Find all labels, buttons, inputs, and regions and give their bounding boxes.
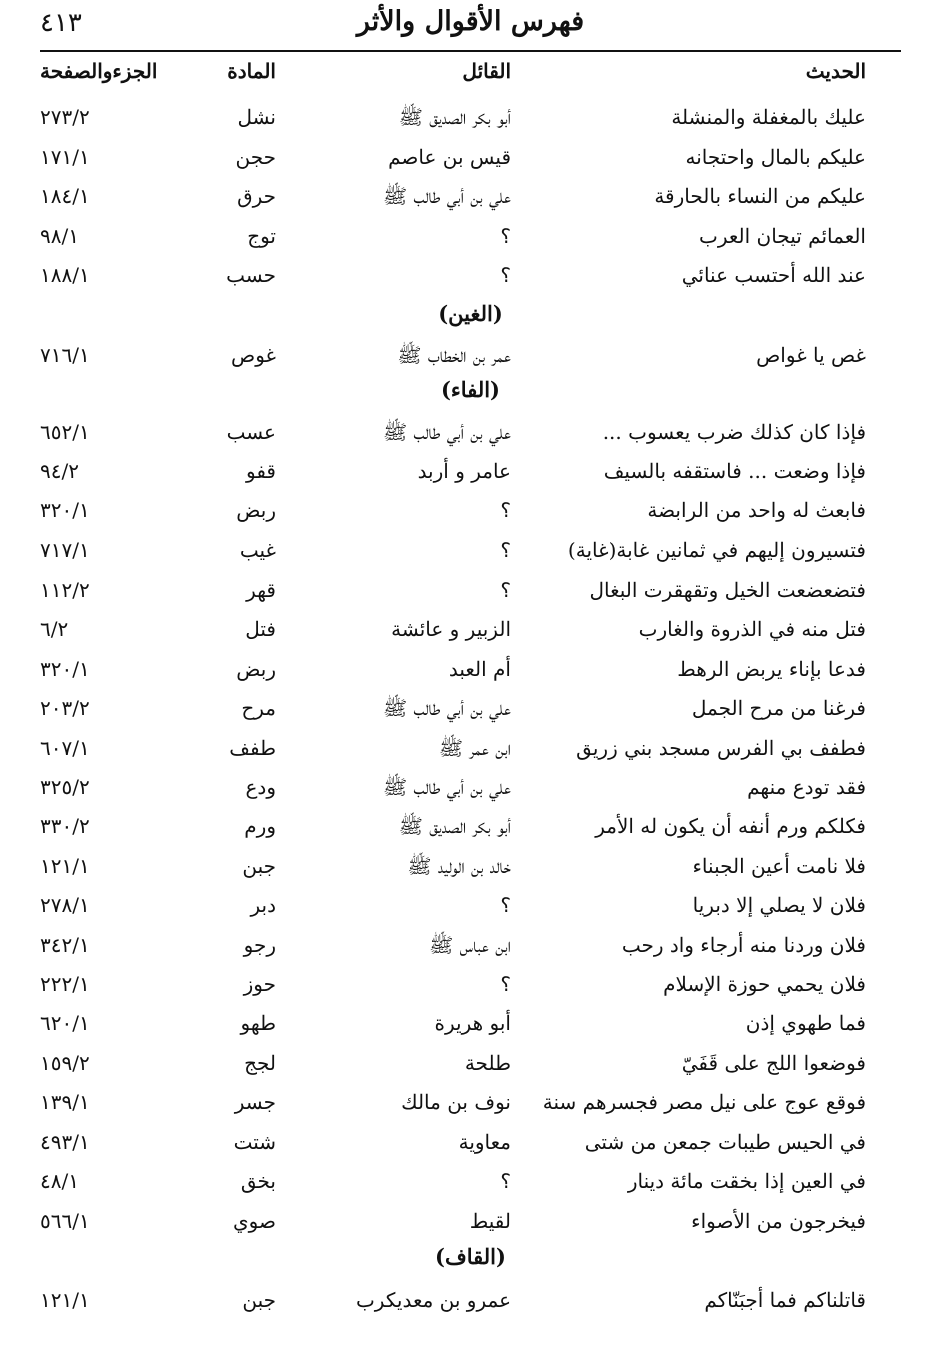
root-word: بخق [240,1169,276,1193]
speaker: علي بن أبي طالب ﷺ [382,420,511,444]
volume-page: ٥٦٦/١ [40,1209,90,1233]
root-word: حجن [235,145,276,169]
volume-page: ١٥٩/٢ [40,1051,90,1075]
table-row [0,1163,941,1199]
table-row [0,1045,941,1081]
hadith-text: فكلكم ورم أنفه أن يكون له الأمر [595,814,866,838]
speaker: ؟ [500,498,511,522]
volume-page: ٣٤٢/١ [40,933,90,957]
volume-page: ٦٠٧/١ [40,736,90,760]
speaker: عمر بن الخطاب ﷺ [397,343,511,367]
table-row [0,1203,941,1239]
root-word: شتت [233,1130,276,1154]
hadith-text: فابعث له واحد من الرابضة [647,498,866,522]
column-header-speaker: القائل [462,59,511,83]
root-word: قفو [245,459,276,483]
column-header-root: المادة [227,59,276,83]
table-row [0,927,941,963]
hadith-text: عليكم من النساء بالحارقة [654,184,866,208]
table-row [0,966,941,1002]
speaker: لقيط [469,1209,511,1233]
speaker: طلحة [464,1051,511,1075]
root-word: صوي [233,1209,276,1233]
root-word: طفف [229,736,276,760]
volume-page: ٢٠٣/٢ [40,696,90,720]
hadith-text: فوضعوا اللج على قَفَيّ [681,1051,866,1075]
section-heading-ghain: (الغين) [438,301,503,326]
section-heading-faa: (الفاء) [440,377,500,402]
column-header-ref: الجزءوالصفحة [40,59,158,83]
hadith-text: عليكم بالمال واحتجانه [685,145,866,169]
table-row [0,611,941,647]
speaker: قيس بن عاصم [388,145,511,169]
hadith-text: فلان لا يصلي إلا دبريا [692,893,866,917]
table-row [0,414,941,450]
table-row [0,337,941,373]
table-row [0,1084,941,1120]
volume-page: ١١٢/٢ [40,578,90,602]
volume-page: ٦/٢ [40,617,69,641]
table-row [0,257,941,293]
volume-page: ٧١٧/١ [40,538,90,562]
root-word: حسب [226,263,276,287]
hadith-text: فإذا كان كذلك ضرب يعسوب ... [602,420,866,444]
hadith-text: عند الله أحتسب عنائي [681,263,866,287]
root-word: توج [247,224,276,248]
speaker: ابن عمر ﷺ [438,736,511,760]
speaker: أم العبد [448,657,511,681]
volume-page: ١٣٩/١ [40,1090,90,1114]
volume-page: ٣٣٠/٢ [40,814,90,838]
table-row [0,218,941,254]
table-row [0,139,941,175]
hadith-text: فطفف بي الفرس مسجد بني زريق [576,736,866,760]
hadith-text: فرغنا من مرح الجمل [691,696,866,720]
volume-page: ٧١٦/١ [40,343,90,367]
volume-page: ٣٢٥/٢ [40,775,90,799]
table-row [0,769,941,805]
root-word: دبر [250,893,276,917]
table-row [0,651,941,687]
speaker: علي بن أبي طالب ﷺ [382,696,511,720]
volume-page: ٦٢٠/١ [40,1011,90,1035]
speaker: أبو بكر الصديق ﷺ [398,105,511,129]
table-row [0,848,941,884]
section-heading-qaf: (القاف) [435,1244,506,1269]
root-word: جسر [234,1090,276,1114]
table-row [0,99,941,135]
hadith-text: فلان وردنا منه أرجاء واد رحب [621,933,866,957]
volume-page: ٣٢٠/١ [40,498,90,522]
hadith-text: فوقع عوج على نيل مصر فجسرهم سنة [542,1090,866,1114]
volume-page: ٦٥٢/١ [40,420,90,444]
speaker: ؟ [500,578,511,602]
hadith-text: فيخرجون من الأصواء [691,1209,866,1233]
speaker: ؟ [500,538,511,562]
speaker: ؟ [500,224,511,248]
root-word: مرح [241,696,276,720]
speaker: نوف بن مالك [401,1090,511,1114]
hadith-text: فتسيرون إليهم في ثمانين غابة(غاية) [567,538,866,562]
table-row [0,572,941,608]
table-row [0,808,941,844]
speaker: أبو بكر الصديق ﷺ [398,814,511,838]
speaker: معاوية [458,1130,511,1154]
hadith-text: عليك بالمغفلة والمنشلة [671,105,866,129]
speaker: علي بن أبي طالب ﷺ [382,775,511,799]
hadith-text: فلان يحمي حوزة الإسلام [663,972,866,996]
root-word: ورم [244,814,276,838]
root-word: جبن [242,854,276,878]
volume-page: ٤٩٣/١ [40,1130,90,1154]
root-word: غيب [239,538,276,562]
root-word: غوص [231,343,276,367]
volume-page: ٢٢٢/١ [40,972,90,996]
page-header [0,0,941,48]
speaker: الزبير و عائشة [391,617,511,641]
hadith-text: في العين إذا بخقت مائة دينار [627,1169,866,1193]
volume-page: ٣٢٠/١ [40,657,90,681]
root-word: نشل [237,105,276,129]
speaker: ؟ [500,972,511,996]
root-word: رجو [243,933,276,957]
root-word: حرق [237,184,276,208]
hadith-text: فما طهوي إذن [745,1011,866,1035]
root-word: حوز [243,972,276,996]
volume-page: ٩٨/١ [40,224,79,248]
hadith-text: العمائم تيجان العرب [698,224,866,248]
root-word: قهر [246,578,276,602]
volume-page: ٢٧٨/١ [40,893,90,917]
hadith-text: غص يا غواص [756,343,866,367]
table-row [0,1005,941,1041]
root-word: فتل [245,617,276,641]
hadith-text: فتل منه في الذروة والغارب [638,617,866,641]
table-row [0,178,941,214]
volume-page: ١٢١/١ [40,1288,90,1312]
volume-page: ١٢١/١ [40,854,90,878]
speaker: علي بن أبي طالب ﷺ [382,184,511,208]
hadith-text: فقد تودع منهم [747,775,866,799]
hadith-text: في الحيس طيبات جمعن من شتى [584,1130,866,1154]
root-word: لجج [244,1051,276,1075]
page-number: ٤١٣ [40,8,82,38]
speaker: أبو هريرة [434,1011,511,1035]
root-word: ربض [236,657,276,681]
table-row [0,1282,941,1318]
hadith-text: فدعا بإناء يربض الرهط [677,657,866,681]
speaker: ؟ [500,263,511,287]
speaker: ؟ [500,893,511,917]
column-headers [0,54,941,88]
table-row [0,532,941,568]
hadith-text: فلا نامت أعين الجبناء [692,854,866,878]
volume-page: ١٨٤/١ [40,184,90,208]
table-row [0,690,941,726]
column-header-hadith: الحديث [805,59,866,83]
root-word: ربض [236,498,276,522]
speaker: عامر و أربد [417,459,511,483]
page-title: فهرس الأقوال والأثر [356,6,585,37]
root-word: ودع [245,775,276,799]
volume-page: ٢٧٣/٢ [40,105,90,129]
table-row [0,887,941,923]
volume-page: ٤٨/١ [40,1169,79,1193]
root-word: عسب [226,420,276,444]
volume-page: ١٨٨/١ [40,263,90,287]
table-row [0,730,941,766]
speaker: ؟ [500,1169,511,1193]
root-word: جبن [242,1288,276,1312]
root-word: طهو [240,1011,276,1035]
table-row [0,1124,941,1160]
header-rule [40,50,901,52]
hadith-text: فإذا وضعت ... فاستقفه بالسيف [603,459,866,483]
speaker: عمرو بن معديكرب [355,1288,511,1312]
speaker: خالد بن الوليد ﷺ [407,854,511,878]
table-row [0,453,941,489]
hadith-text: قاتلناكم فما أجبَنّاكم [704,1288,866,1312]
table-row [0,492,941,528]
volume-page: ١٧١/١ [40,145,90,169]
speaker: ابن عباس ﷺ [429,933,511,957]
volume-page: ٩٤/٢ [40,459,79,483]
hadith-text: فتضعضعت الخيل وتقهقرت البغال [589,578,866,602]
